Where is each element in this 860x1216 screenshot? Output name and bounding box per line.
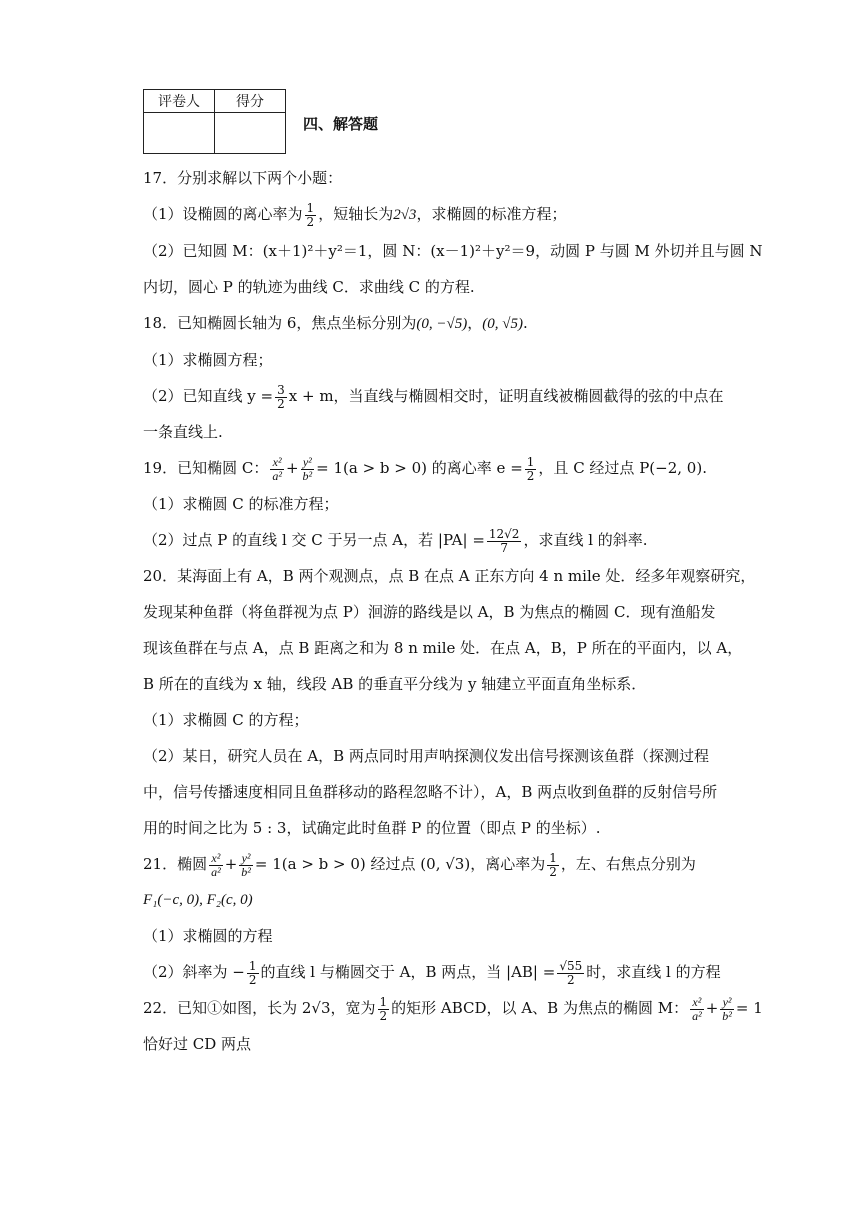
- fraction: $\frac{\text{x²}}{\text{a²}}$: [692, 994, 702, 1023]
- q21-foci: F₁(−c, 0), F₂(c, 0): [143, 892, 253, 908]
- q18-part1: （1）求椭圆方程；: [143, 351, 273, 369]
- q21-stem: 21．椭圆 $\frac{\text{x²}}{\text{a²}}$ + $\frac{\text{y²}}{\text{b²}}$ = 1(a > b > 0) 经过点 (0, √3)，离心率为 $\frac{1}{2}$ ，左、右焦点分别为: [143, 850, 696, 879]
- fraction: $\frac{1}{2}$: [306, 200, 315, 229]
- fraction: $\frac{√55}{2}$: [559, 958, 583, 987]
- q22-stem: 22．已知①如图，长为 2√3，宽为 $\frac{1}{2}$ 的矩形 ABCD，以 A、B 为焦点的椭圆 M： $\frac{\text{x²}}{\text{a²}}$ + $\frac{\text{y²}}{\text{b²}}$ = 1: [143, 994, 763, 1023]
- q22-stem-cont: 恰好过 CD 两点: [143, 1035, 252, 1053]
- grader-cell[interactable]: [144, 113, 215, 154]
- fraction: $\frac{3}{2}$: [277, 382, 285, 411]
- fraction: $\frac{1}{2}$: [379, 994, 388, 1023]
- score-header: 得分: [215, 90, 286, 113]
- q18-stem: 18．已知椭圆长轴为 6，焦点坐标分别为(0, −√5)，(0, √5).: [143, 314, 528, 332]
- fraction: $\frac{1}{2}$: [248, 958, 257, 987]
- fraction: $\frac{\text{y²}}{\text{b²}}$: [241, 850, 251, 879]
- q19-stem: 19．已知椭圆 C： $\frac{\text{x²}}{\text{a²}}$ + $\frac{\text{y²}}{\text{b²}}$ = 1(a > b > 0) 的离心率 e = $\frac{1}{2}$ ，且 C 经过点 P(−2, 0).: [143, 454, 707, 483]
- fraction: $\frac{\text{x²}}{\text{a²}}$: [211, 850, 221, 879]
- q20-part2-line3: 用的时间之比为 5 : 3，试确定此时鱼群 P 的位置（即点 P 的坐标）.: [143, 819, 601, 837]
- q17-part2-line2: 内切，圆心 P 的轨迹为曲线 C．求曲线 C 的方程.: [143, 278, 475, 296]
- grader-header: 评卷人: [144, 90, 215, 113]
- q20-part1: （1）求椭圆 C 的方程；: [143, 711, 309, 729]
- score-cell[interactable]: [215, 113, 286, 154]
- q17-stem: 17．分别求解以下两个小题：: [143, 169, 343, 187]
- q21-part2: （2）斜率为 − $\frac{1}{2}$ 的直线 l 与椭圆交于 A，B 两点，当 |AB| = $\frac{√55}{2}$ 时，求直线 l 的方程: [143, 958, 721, 987]
- score-table: [143, 89, 286, 154]
- fraction: $\frac{\text{y²}}{\text{b²}}$: [722, 994, 732, 1023]
- q17-part1: （1）设椭圆的离心率为 $\frac{1}{2}$ ，短轴长为2√3，求椭圆的标准方程；: [143, 200, 567, 229]
- q17-part2-line1: （2）已知圆 M：(x＋1)²＋y²＝1，圆 N：(x－1)²＋y²＝9，动圆 P 与圆 M 外切并且与圆 N: [143, 242, 763, 260]
- fraction: $\frac{1}{2}$: [549, 850, 557, 879]
- q20-part2-line1: （2）某日，研究人员在 A，B 两点同时用声呐探测仪发出信号探测该鱼群（探测过程: [143, 747, 709, 765]
- q20-line1: 20．某海面上有 A，B 两个观测点，点 B 在点 A 正东方向 4 n mile 处．经多年观察研究，: [143, 567, 756, 585]
- fraction: $\frac{\text{y²}}{\text{b²}}$: [302, 454, 313, 483]
- questions: [143, 160, 763, 1062]
- q20-line4: B 所在的直线为 x 轴，线段 AB 的垂直平分线为 y 轴建立平面直角坐标系．: [143, 675, 647, 693]
- q20-line3: 现该鱼群在与点 A，点 B 距离之和为 8 n mile 处．在点 A，B，P 所在的平面内，以 A，: [143, 639, 743, 657]
- q19-part2: （2）过点 P 的直线 l 交 C 于另一点 A，若 |PA| = $\frac{12√2}{7}$ ，求直线 l 的斜率.: [143, 526, 648, 555]
- q20-part2-line2: 中，信号传播速度相同且鱼群移动的路程忽略不计），A，B 两点收到鱼群的反射信号所: [143, 783, 718, 801]
- fraction: $\frac{12√2}{7}$: [488, 526, 520, 555]
- fraction: $\frac{\text{x²}}{\text{a²}}$: [272, 454, 282, 483]
- section-title: 四、解答题: [303, 115, 379, 133]
- q19-part1: （1）求椭圆 C 的标准方程；: [143, 495, 339, 513]
- q18-part2-cont: 一条直线上.: [143, 423, 223, 441]
- q20-line2: 发现某种鱼群（将鱼群视为点 P）洄游的路线是以 A，B 为焦点的椭圆 C．现有渔船发: [143, 603, 716, 621]
- fraction: $\frac{1}{2}$: [526, 454, 535, 483]
- q18-part2: （2）已知直线 y = $\frac{3}{2}$ x + m，当直线与椭圆相交时，证明直线被椭圆截得的弦的中点在: [143, 382, 724, 411]
- q21-part1: （1）求椭圆的方程: [143, 927, 273, 945]
